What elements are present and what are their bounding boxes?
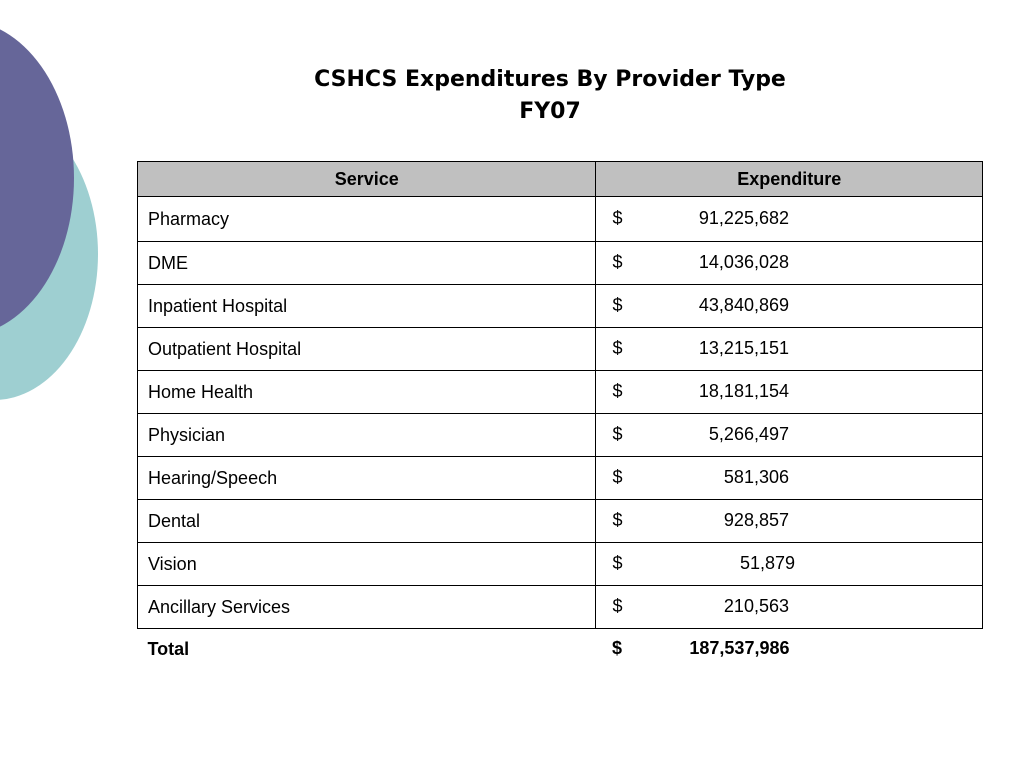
title-line-1: CSHCS Expenditures By Provider Type <box>314 67 786 92</box>
table-row <box>138 457 983 500</box>
table-row <box>138 500 983 543</box>
table-row <box>138 586 983 629</box>
expenditure-table <box>137 161 983 669</box>
service-cell: Outpatient Hospital <box>138 328 596 371</box>
amount-value: 210,563 <box>723 596 789 616</box>
table-row <box>138 242 983 285</box>
amount-value: 13,215,151 <box>698 338 789 358</box>
service-cell: Ancillary Services <box>138 586 596 629</box>
currency-symbol: $ <box>612 252 623 272</box>
table-row <box>138 414 983 457</box>
amount-value: 581,306 <box>723 467 789 487</box>
currency-symbol: $ <box>612 295 623 315</box>
currency-symbol: $ <box>612 553 623 573</box>
title-line-2: FY07 <box>519 99 581 124</box>
currency-symbol: $ <box>612 596 623 616</box>
currency-symbol: $ <box>612 467 623 487</box>
service-cell: Hearing/Speech <box>138 457 596 500</box>
expenditure-cell <box>596 543 983 586</box>
table-row <box>138 543 983 586</box>
service-cell: Physician <box>138 414 596 457</box>
header-service: Service <box>138 162 596 197</box>
service-cell: Home Health <box>138 371 596 414</box>
total-amount-value: 187,537,986 <box>689 638 790 658</box>
service-cell: Dental <box>138 500 596 543</box>
expenditure-cell <box>596 457 983 500</box>
total-label: Total <box>147 638 190 659</box>
amount-value: 91,225,682 <box>698 208 789 228</box>
expenditure-cell <box>596 197 983 242</box>
currency-symbol: $ <box>612 208 623 228</box>
currency-symbol: $ <box>611 638 622 658</box>
amount-value: 928,857 <box>723 510 789 530</box>
currency-symbol: $ <box>612 510 623 530</box>
expenditure-cell <box>596 371 983 414</box>
expenditure-cell <box>596 242 983 285</box>
table-row <box>138 371 983 414</box>
expenditure-cell <box>596 586 983 629</box>
header-expenditure: Expenditure <box>596 162 983 197</box>
expenditure-cell <box>596 500 983 543</box>
expenditure-cell <box>596 328 983 371</box>
currency-symbol: $ <box>612 338 623 358</box>
table-row <box>138 285 983 328</box>
currency-symbol: $ <box>612 381 623 401</box>
amount-value: 14,036,028 <box>698 252 789 272</box>
expenditure-cell <box>596 285 983 328</box>
table-row <box>138 197 983 242</box>
currency-symbol: $ <box>612 424 623 444</box>
service-cell: Vision <box>138 543 596 586</box>
amount-value: 5,266,497 <box>708 424 789 444</box>
table-row <box>138 328 983 371</box>
total-expenditure-cell <box>596 629 983 670</box>
amount-value: 51,879 <box>739 553 795 573</box>
slide-title <box>240 64 860 128</box>
table-header-row <box>138 162 983 197</box>
expenditure-cell <box>596 414 983 457</box>
amount-value: 43,840,869 <box>698 295 789 315</box>
service-cell: DME <box>138 242 596 285</box>
service-cell: Pharmacy <box>138 197 596 242</box>
amount-value: 18,181,154 <box>698 381 789 401</box>
total-row <box>138 629 983 670</box>
service-cell: Inpatient Hospital <box>138 285 596 328</box>
